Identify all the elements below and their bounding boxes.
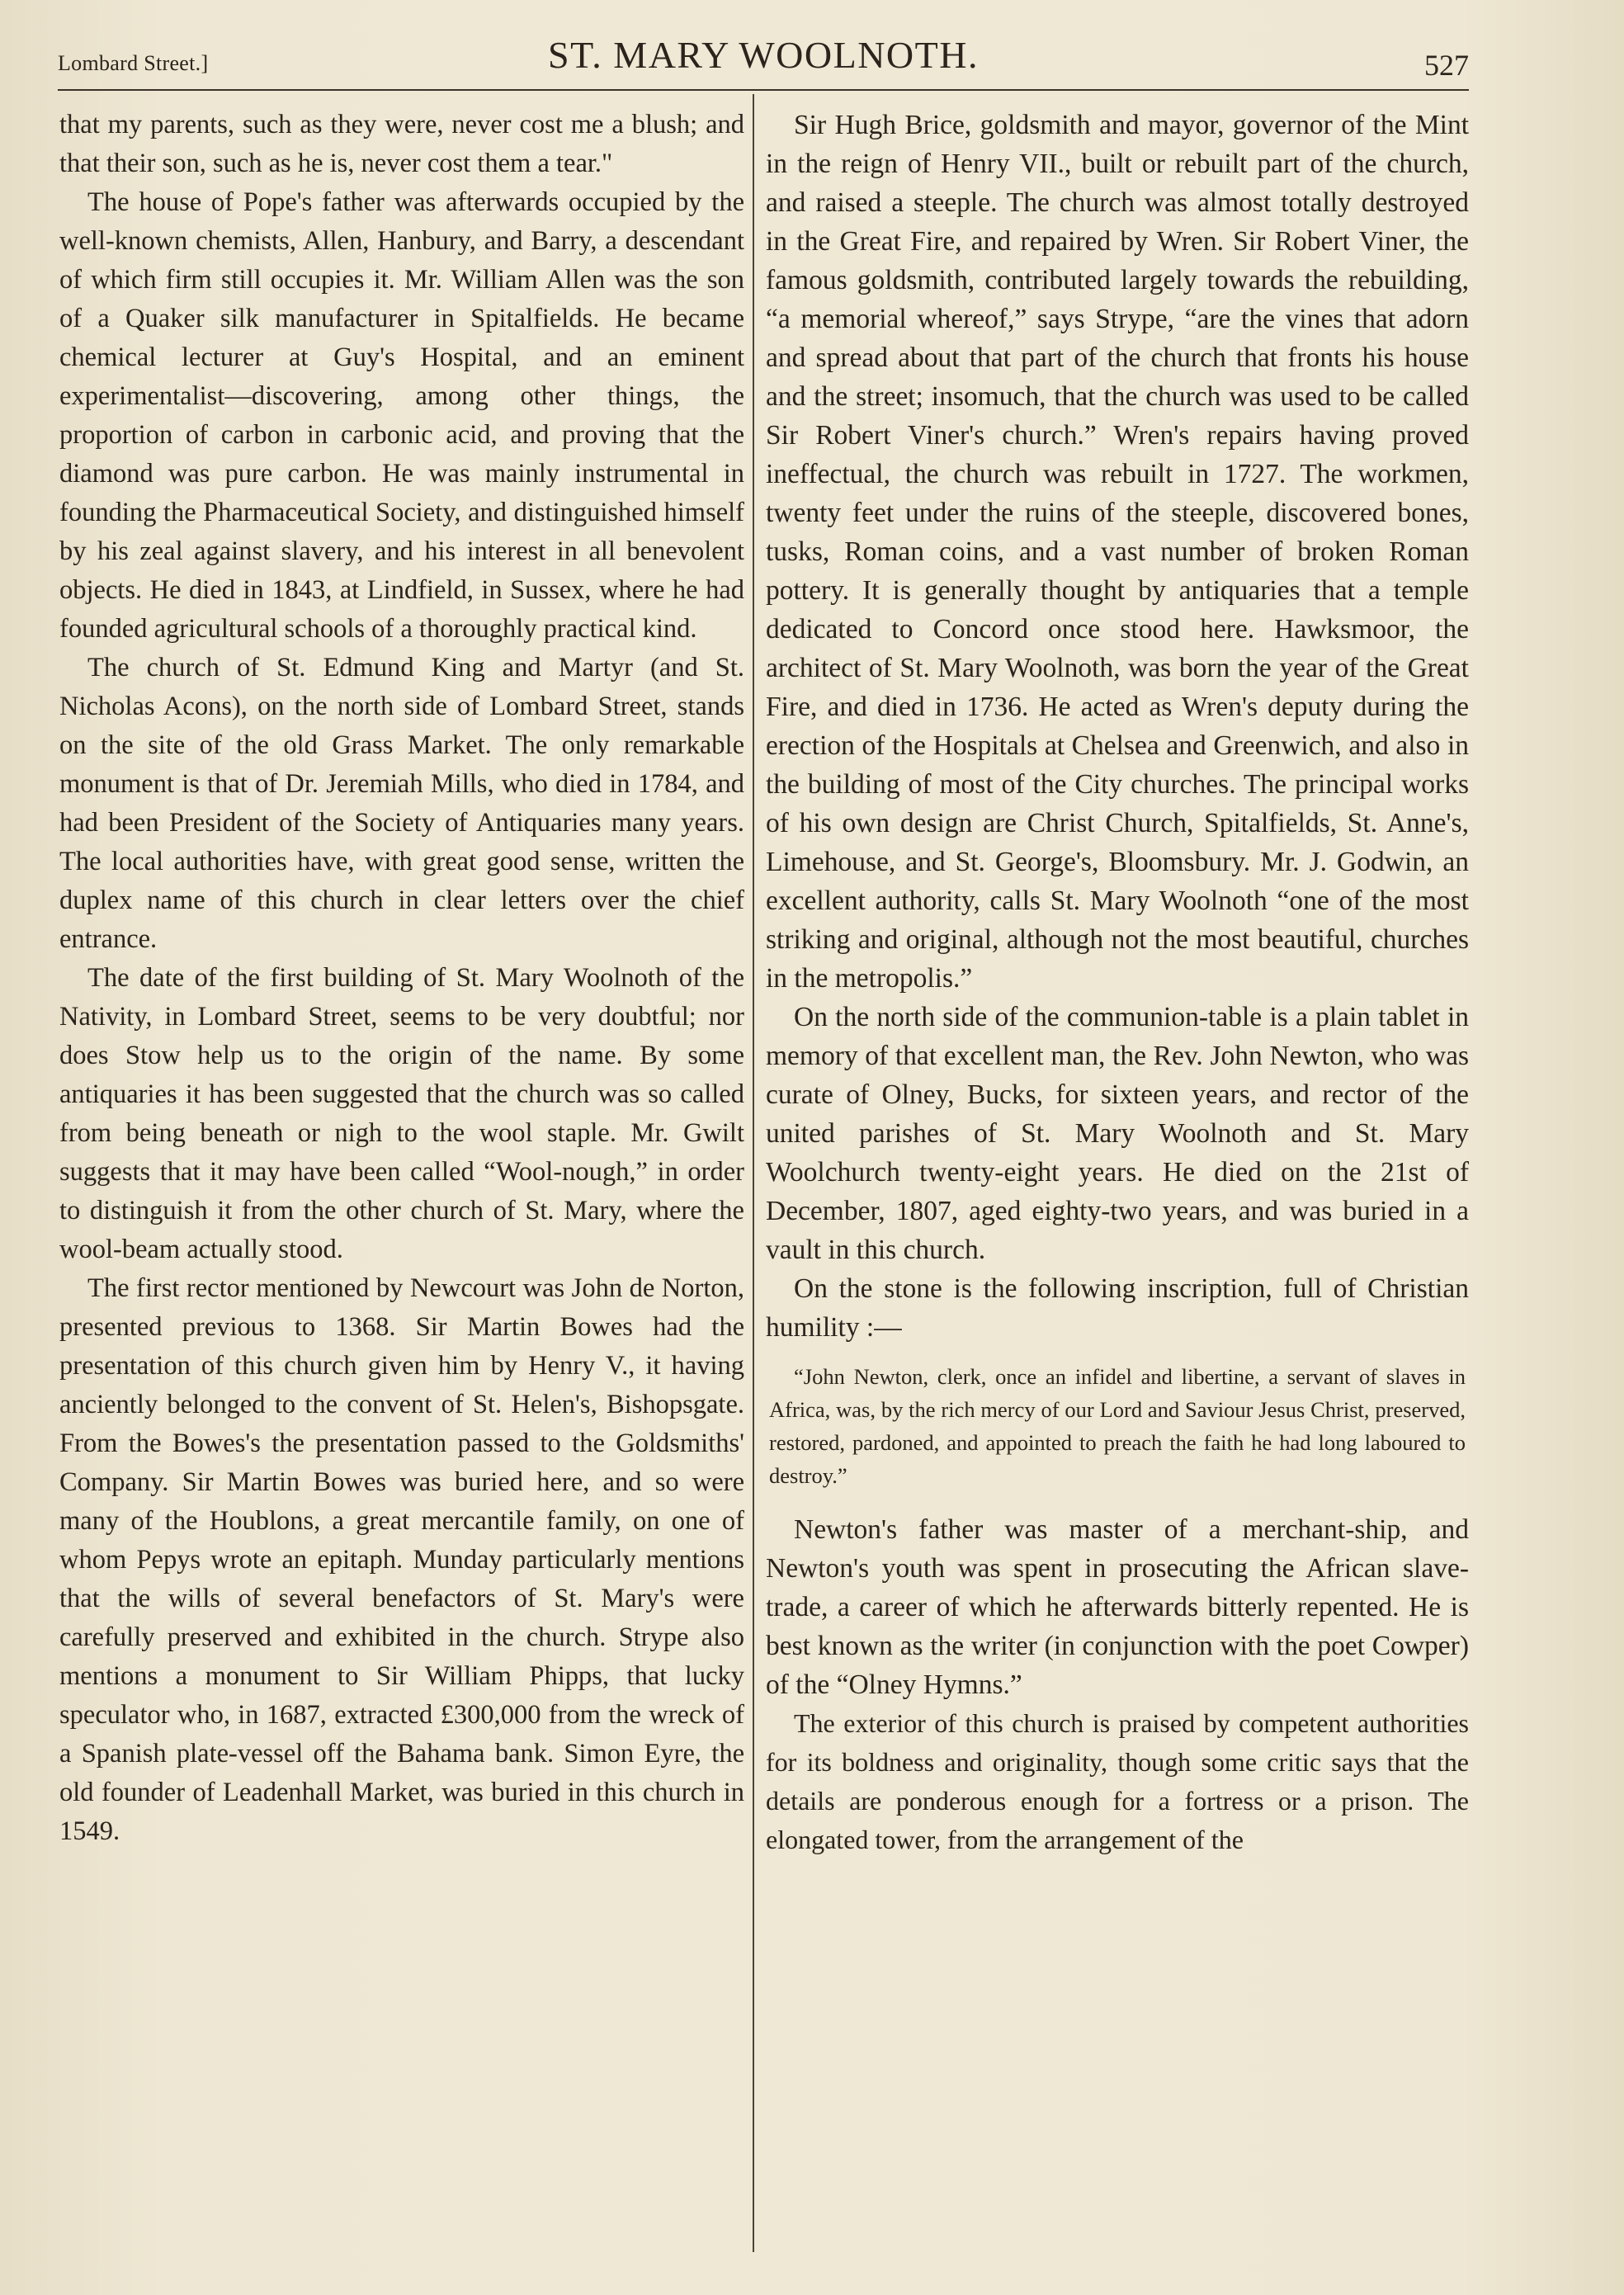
inscription-quote: “John Newton, clerk, once an infidel and libertine, a servant of slaves in Africa, was, by the rich mercy of our Lord and Saviour Jesus Christ, preserved, restored, pardoned, and appointed to preach the faith he had long laboured to destroy.”	[769, 1364, 1466, 1488]
paragraph: Sir Hugh Brice, goldsmith and mayor, governor of the Mint in the reign of Henry VII., built or rebuilt part of the church, and raised a steeple. The church was almost totally destroyed in the Great Fire, and repaired by Wren. Sir Robert Viner, the famous goldsmith, contributed largely towards the rebuilding, “a memorial whereof,” says Strype, “are the vines that adorn and spread about that part of the church that fronts his house and the street; insomuch, that the church was used to be called Sir Robert Viner's church.” Wren's repairs having proved ineffectual, the church was rebuilt in 1727. The workmen, twenty feet under the ruins of the steeple, discovered bones, tusks, Roman coins, and a vast number of broken Roman pottery. It is generally thought by antiquaries that a temple dedicated to Concord once stood here. Hawksmoor, the architect of St. Mary Woolnoth, was born the year of the Great Fire, and died in 1736. He acted as Wren's deputy during the erection of the Hospitals at Chelsea and Greenwich, and also in the building of most of the City churches. The principal works of his own design are Christ Church, Spitalfields, St. Anne's, Limehouse, and St. George's, Bloomsbury. Mr. J. Godwin, an excellent authority, calls St. Mary Woolnoth “one of the most striking and original, although not the most beautiful, churches in the metropolis.”	[766, 110, 1469, 994]
left-column	[59, 106, 744, 1851]
paragraph: The exterior of this church is praised by competent authorities for its boldness and originality, though some critic says that the details are ponderous enough for a fortress or a prison. The elongated tower, from the arrangement of the	[766, 1708, 1469, 1854]
page-number: 527	[1424, 49, 1469, 82]
paragraph: On the stone is the following inscription, full of Christian humility :—	[766, 1273, 1469, 1343]
right-column	[766, 106, 1469, 1859]
paragraph: The first rector mentioned by Newcourt was John de Norton, presented previous to 1368. Sir Martin Bowes had the presentation of this church given him by Henry V., it having anciently belonged to the convent of St. Helen's, Bishopsgate. From the Bowes's the presentation passed to the Goldsmiths' Company. Sir Martin Bowes was buried here, and so were many of the Houblons, a great mercantile family, on one of whom Pepys wrote an epitaph. Munday particularly mentions that the wills of several benefactors of St. Mary's were carefully preserved and exhibited in the church. Strype also mentions a monument to Sir William Phipps, that lucky speculator who, in 1687, extracted £300,000 from the wreck of a Spanish plate-vessel off the Bahama bank. Simon Eyre, the old founder of Leadenhall Market, was buried in this church in 1549.	[59, 1273, 744, 1846]
paragraph: The date of the first building of St. Mary Woolnoth of the Nativity, in Lombard Street, seems to be very doubtful; nor does Stow help us to the origin of the name. By some antiquaries it has been suggested that the church was so called from being beneath or nigh to the wool staple. Mr. Gwilt suggests that it may have been called “Wool-nough,” in order to distinguish it from the other church of St. Mary, where the wool-beam actually stood.	[59, 963, 744, 1264]
paragraph: On the north side of the communion-table is a plain tablet in memory of that excellent man, the Rev. John Newton, who was curate of Olney, Bucks, for sixteen years, and rector of the united parishes of St. Mary Woolnoth and St. Mary Woolchurch twenty-eight years. He died on the 21st of December, 1807, aged eighty-two years, and was buried in a vault in this church.	[766, 1002, 1469, 1265]
paragraph: Newton's father was master of a merchant-ship, and Newton's youth was spent in prosecuting the African slave-trade, a career of which he afterwards bitterly repented. He is best known as the writer (in conjunction with the poet Cowper) of the “Olney Hymns.”	[766, 1514, 1469, 1700]
column-divider	[753, 94, 754, 2252]
paragraph: The house of Pope's father was afterwards occupied by the well-known chemists, Allen, Hanbury, and Barry, a descendant of which firm still occupies it. Mr. William Allen was the son of a Quaker silk manufacturer in Spitalfields. He became chemical lecturer at Guy's Hospital, and an eminent experimentalist—discovering, among other things, the proportion of carbon in carbonic acid, and proving that the diamond was pure carbon. He was mainly instrumental in founding the Pharmaceutical Society, and distinguished himself by his zeal against slavery, and his interest in all benevolent objects. He died in 1843, at Lindfield, in Sussex, where he had founded agricultural schools of a thoroughly practical kind.	[59, 187, 744, 644]
running-head-location: Lombard Street.]	[58, 51, 209, 75]
running-head-title: ST. MARY WOOLNOTH.	[548, 34, 979, 76]
paragraph: that my parents, such as they were, never cost me a blush; and that their son, such as he is, never cost them a tear."	[59, 110, 744, 178]
header-rule	[58, 89, 1469, 91]
paragraph: The church of St. Edmund King and Martyr (and St. Nicholas Acons), on the north side of Lombard Street, stands on the site of the old Grass Market. The only remarkable monument is that of Dr. Jeremiah Mills, who died in 1784, and had been President of the Society of Antiquaries many years. The local authorities have, with great good sense, written the duplex name of this church in clear letters over the chief entrance.	[59, 653, 744, 954]
